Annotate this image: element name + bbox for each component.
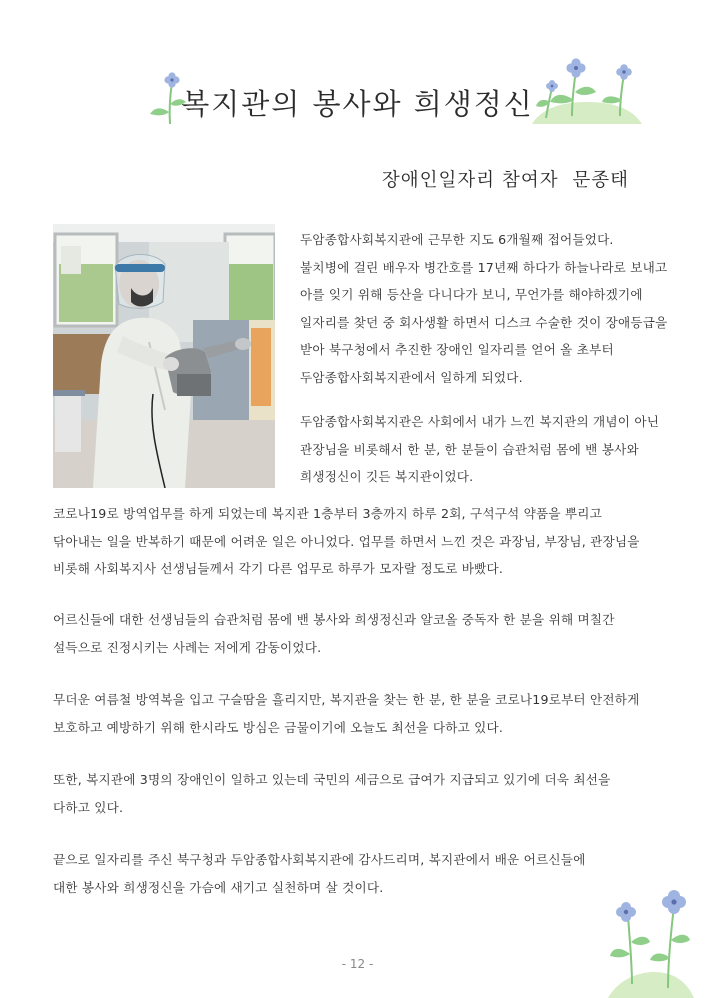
paragraph-4: 어르신들에 대한 선생님들의 습관처럼 몸에 밴 봉사와 희생정신과 알코올 중독자 한 분을 위해 며칠간 설득으로 진정시키는 사례는 저에게 감동이었다.: [53, 612, 615, 655]
volunteer-disinfection-photo: [53, 224, 275, 488]
paragraph-2: 두암종합사회복지관은 사회에서 내가 느낀 복지관의 개념이 아닌 관장님을 비롯해서 한 분, 한 분들이 습관처럼 몸에 밴 봉사와 희생정신이 깃든 복지관이었다.: [300, 414, 660, 485]
page-number: - 12 -: [341, 957, 374, 971]
paragraph-5: 무더운 여름철 방역복을 입고 구슬땀을 흘리지만, 복지관을 찾는 한 분, 한 분을 코로나19로부터 안전하게 보호하고 예방하기 위해 한시라도 방심은 금물이기에 오늘도 최선을 다하고 있다.: [53, 692, 640, 735]
paragraph-1: 두암종합사회복지관에 근무한 지도 6개월째 접어들었다. 불치병에 걸린 배우자 병간호를 17년째 하다가 하늘나라로 보내고 아를 잊기 위해 등산을 다니다가 보니, 무언가를 해야하겠기에 일자리를 찾던 중 회사생활 하면서 디스크 수술한 것이 장애등급을 받아 북구청에서 추진한 장애인 일자리를 얻어 올 초부터 두암종합사회복지관에서 일하게 되었다.: [300, 232, 668, 385]
flower-bottom-right-icon: [604, 884, 694, 998]
author-line: 장애인일자리 참여자 문종태: [381, 170, 629, 191]
paragraph-6: 또한, 복지관에 3명의 장애인이 일하고 있는데 국민의 세금으로 급여가 지급되고 있기에 더욱 최선을 다하고 있다.: [53, 772, 611, 815]
page-title: 복지관의 봉사와 희생정신: [181, 87, 534, 121]
paragraph-7: 끝으로 일자리를 주신 북구청과 두암종합사회복지관에 감사드리며, 복지관에서 배운 어르신들에 대한 봉사와 희생정신을 가슴에 새기고 실천하며 살 것이다.: [53, 852, 586, 895]
paragraph-3: 코로나19로 방역업무를 하게 되었는데 복지관 1층부터 3층까지 하루 2회, 구석구석 약품을 뿌리고 닦아내는 일을 반복하기 때문에 어려운 일은 아니었다. 업무를 하면서 느낀 것은 과장님, 부장님, 관장님을 비롯해 사회복지사 선생님들께서 각기 다른 업무로 하루가 모자랄 정도로 바빴다.: [53, 506, 640, 577]
